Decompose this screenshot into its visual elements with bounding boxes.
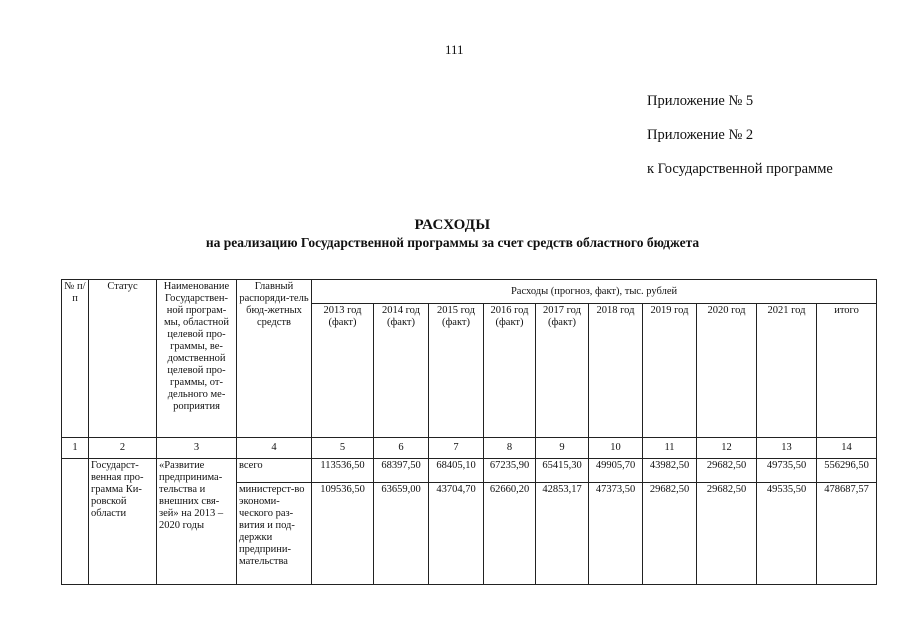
value-cell: 42853,17 [536,483,589,585]
header-year-2020: 2020 год [697,304,757,438]
row-manager-total: всего [237,459,312,483]
appendix-line-3: к Государственной программе [647,161,833,177]
table-row-total [62,459,877,483]
col-number: 11 [643,438,697,459]
value-cell: 113536,50 [312,459,374,483]
header-year-2017: 2017 год (факт) [536,304,589,438]
document-subtitle: на реализацию Государственной программы за счет средств областного бюджета [205,235,700,250]
row-status: Государст-венная про-грамма Ки-ровской области [89,459,157,585]
header-expenses: Расходы (прогноз, факт), тыс. рублей [312,280,877,304]
value-cell: 478687,57 [817,483,877,585]
header-year-2018: 2018 год [589,304,643,438]
value-cell: 47373,50 [589,483,643,585]
value-cell: 43704,70 [429,483,484,585]
appendix-line-2: Приложение № 2 [647,127,754,143]
document-title: РАСХОДЫ [414,217,491,233]
value-cell: 49535,50 [757,483,817,585]
header-year-2016: 2016 год (факт) [484,304,536,438]
col-number: 5 [312,438,374,459]
value-cell: 43982,50 [643,459,697,483]
row-manager-ministry: министерст-во экономи-ческого раз-вития и под-держки предприни-мательства [237,483,312,585]
col-number: 1 [62,438,89,459]
value-cell: 49905,70 [589,459,643,483]
row-name: «Развитие предпринима-тельства и внешних свя-зей» на 2013 – 2020 годы [157,459,237,585]
header-year-2015: 2015 год (факт) [429,304,484,438]
header-name: Наименование Государствен-ной програм-мы, областной целевой про-граммы, ве-домственной целевой про-граммы, от-дельного ме-роприятия [157,280,237,438]
value-cell: 29682,50 [697,459,757,483]
row-num-cell [62,459,89,585]
value-cell: 68405,10 [429,459,484,483]
col-number: 13 [757,438,817,459]
header-year-2014: 2014 год (факт) [374,304,429,438]
header-manager: Главный распоряди-тель бюд-жетных средств [237,280,312,438]
header-year-2019: 2019 год [643,304,697,438]
col-number: 6 [374,438,429,459]
value-cell: 109536,50 [312,483,374,585]
col-number: 8 [484,438,536,459]
header-total: итого [817,304,877,438]
page-number: 111 [445,42,464,57]
value-cell: 556296,50 [817,459,877,483]
header-year-2021: 2021 год [757,304,817,438]
value-cell: 29682,50 [697,483,757,585]
col-number: 9 [536,438,589,459]
appendix-line-1: Приложение № 5 [647,93,754,109]
value-cell: 62660,20 [484,483,536,585]
value-cell: 68397,50 [374,459,429,483]
col-number: 2 [89,438,157,459]
expenses-table [61,279,877,585]
col-number: 7 [429,438,484,459]
col-number: 10 [589,438,643,459]
col-number: 4 [237,438,312,459]
header-year-2013: 2013 год (факт) [312,304,374,438]
column-numbers-row [62,438,877,459]
value-cell: 65415,30 [536,459,589,483]
value-cell: 29682,50 [643,483,697,585]
col-number: 3 [157,438,237,459]
header-status: Статус [89,280,157,438]
value-cell: 67235,90 [484,459,536,483]
col-number: 14 [817,438,877,459]
header-num: № п/п [62,280,89,438]
col-number: 12 [697,438,757,459]
value-cell: 49735,50 [757,459,817,483]
value-cell: 63659,00 [374,483,429,585]
